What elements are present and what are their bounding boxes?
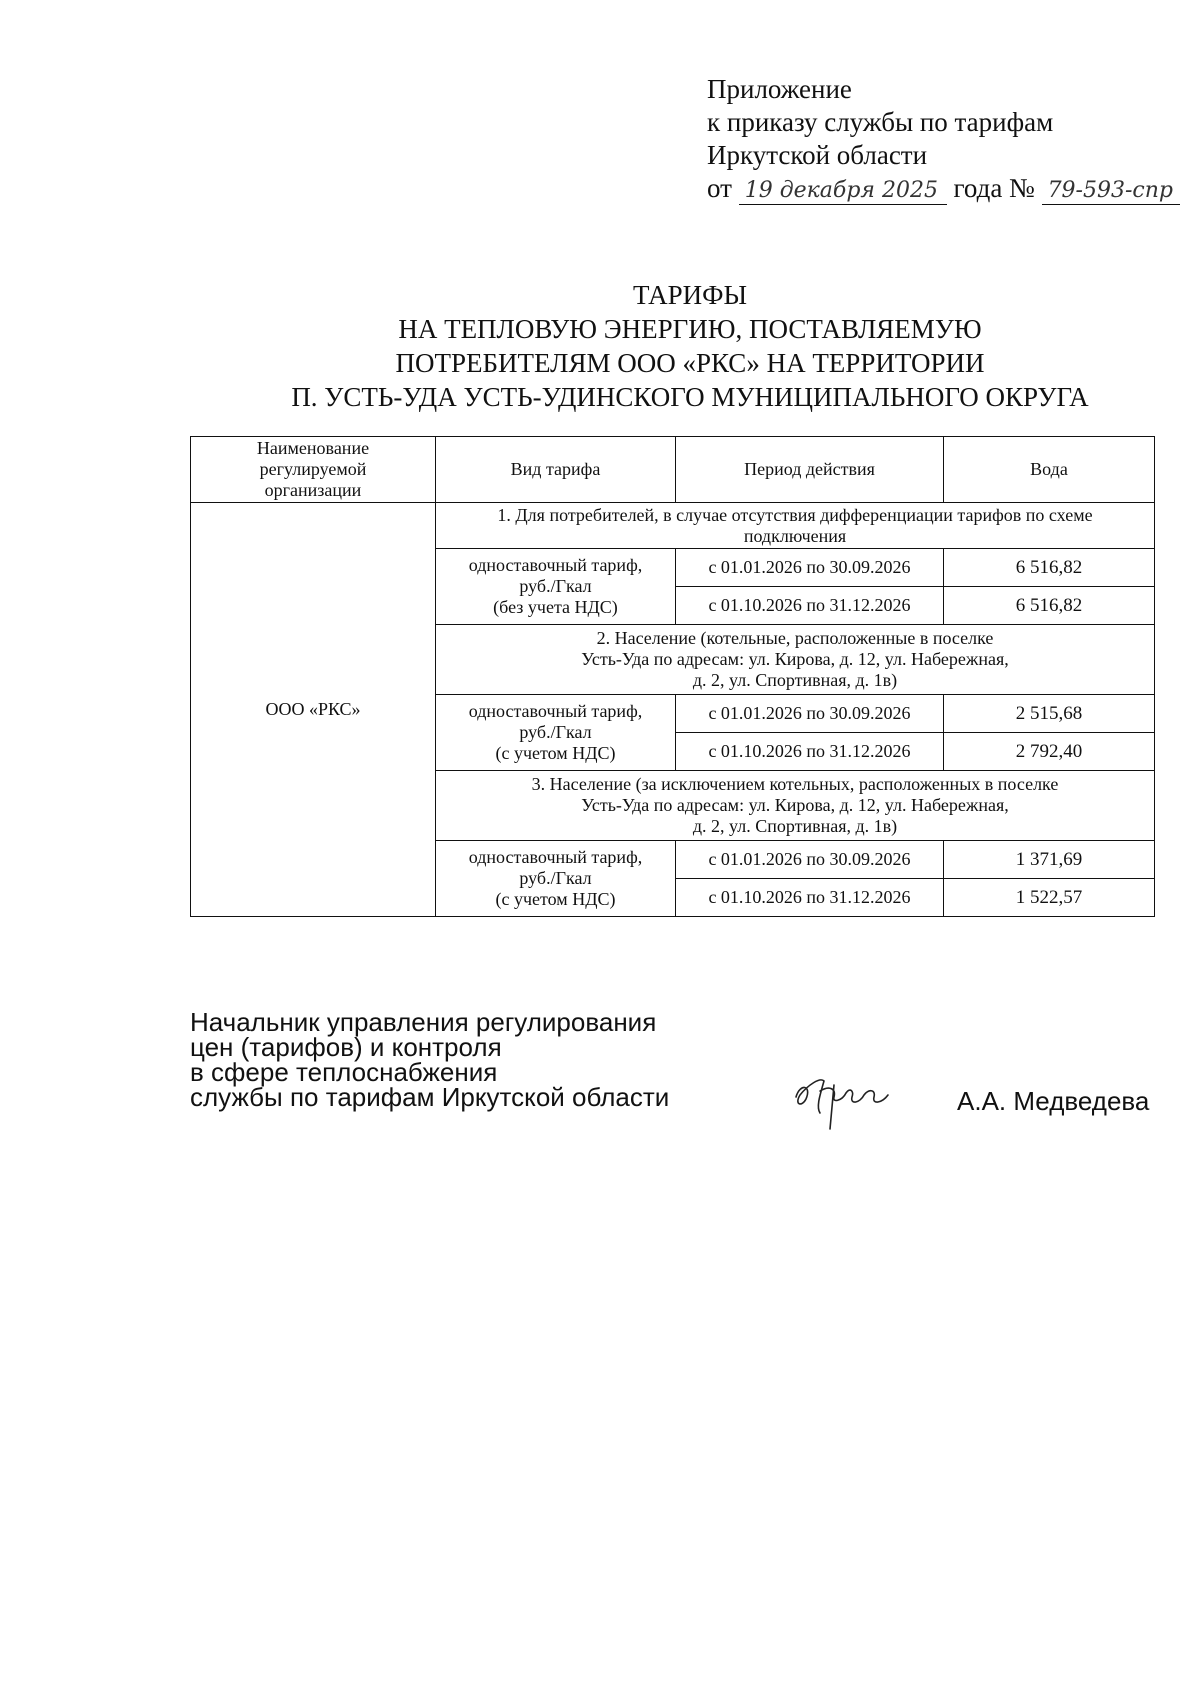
appendix-block — [707, 73, 1180, 205]
value-cell: 6 516,82 — [944, 587, 1155, 625]
handwritten-signature — [790, 1055, 910, 1135]
section-2-tariff-type: одноставочный тариф, руб./Гкал (с учетом НДС) — [436, 695, 676, 771]
signatory-name: А.А. Медведева — [957, 1086, 1150, 1116]
section-1-title: 1. Для потребителей, в случае отсутствия дифференциации тарифов по схеме подключения — [436, 503, 1155, 549]
title-line-3: ПОТРЕБИТЕЛЯМ ООО «РКС» НА ТЕРРИТОРИИ — [395, 348, 985, 378]
tariff-table — [190, 436, 1155, 917]
title-line-4: П. УСТЬ-УДА УСТЬ-УДИНСКОГО МУНИЦИПАЛЬНОГО ОКРУГА — [291, 382, 1089, 412]
header-row — [191, 437, 1155, 503]
period-cell: с 01.01.2026 по 30.09.2026 — [676, 841, 944, 879]
header-period: Период действия — [676, 437, 944, 503]
appendix-line-3: Иркутской области — [707, 140, 928, 170]
period-cell: с 01.10.2026 по 31.12.2026 — [676, 879, 944, 917]
handwritten-number: 79-593-спр — [1042, 178, 1180, 205]
header-organization: Наименование регулируемой организации — [191, 437, 436, 503]
section-3-tariff-type: одноставочный тариф, руб./Гкал (с учетом НДС) — [436, 841, 676, 917]
title-line-2: НА ТЕПЛОВУЮ ЭНЕРГИЮ, ПОСТАВЛЯЕМУЮ — [398, 314, 982, 344]
value-cell: 2 515,68 — [944, 695, 1155, 733]
document-title — [250, 278, 1130, 414]
value-cell: 1 522,57 — [944, 879, 1155, 917]
title-line-1: ТАРИФЫ — [632, 280, 748, 310]
period-cell: с 01.10.2026 по 31.12.2026 — [676, 733, 944, 771]
section-3-title: 3. Население (за исключением котельных, расположенных в поселке Усть-Уда по адресам: ул. Кирова, д. 12, ул. Набережная, д. 2, ул. Спортивная, д. 1в) — [436, 771, 1155, 841]
header-tariff-type: Вид тарифа — [436, 437, 676, 503]
organization-cell: ООО «РКС» — [191, 503, 436, 917]
section-1-row — [191, 503, 1155, 549]
signatory-position: Начальник управления регулирования цен (тарифов) и контроля в сфере теплоснабжения службы по тарифам Иркутской области — [190, 1007, 670, 1112]
period-cell: с 01.01.2026 по 30.09.2026 — [676, 695, 944, 733]
header-water: Вода — [944, 437, 1155, 503]
handwritten-date: 19 декабря 2025 — [739, 178, 947, 205]
section-2-title: 2. Население (котельные, расположенные в поселке Усть-Уда по адресам: ул. Кирова, д. 12, ул. Набережная, д. 2, ул. Спортивная, д. 1в) — [436, 625, 1155, 695]
appendix-line-4 — [707, 172, 1180, 205]
appendix-line-2: к приказу службы по тарифам — [707, 107, 1054, 137]
period-cell: с 01.10.2026 по 31.12.2026 — [676, 587, 944, 625]
appendix-from: от — [707, 173, 732, 203]
appendix-year-number: года № — [953, 173, 1035, 203]
appendix-line-1: Приложение — [707, 74, 852, 104]
value-cell: 6 516,82 — [944, 549, 1155, 587]
value-cell: 1 371,69 — [944, 841, 1155, 879]
section-1-tariff-type: одноставочный тариф, руб./Гкал (без учета НДС) — [436, 549, 676, 625]
period-cell: с 01.01.2026 по 30.09.2026 — [676, 549, 944, 587]
value-cell: 2 792,40 — [944, 733, 1155, 771]
